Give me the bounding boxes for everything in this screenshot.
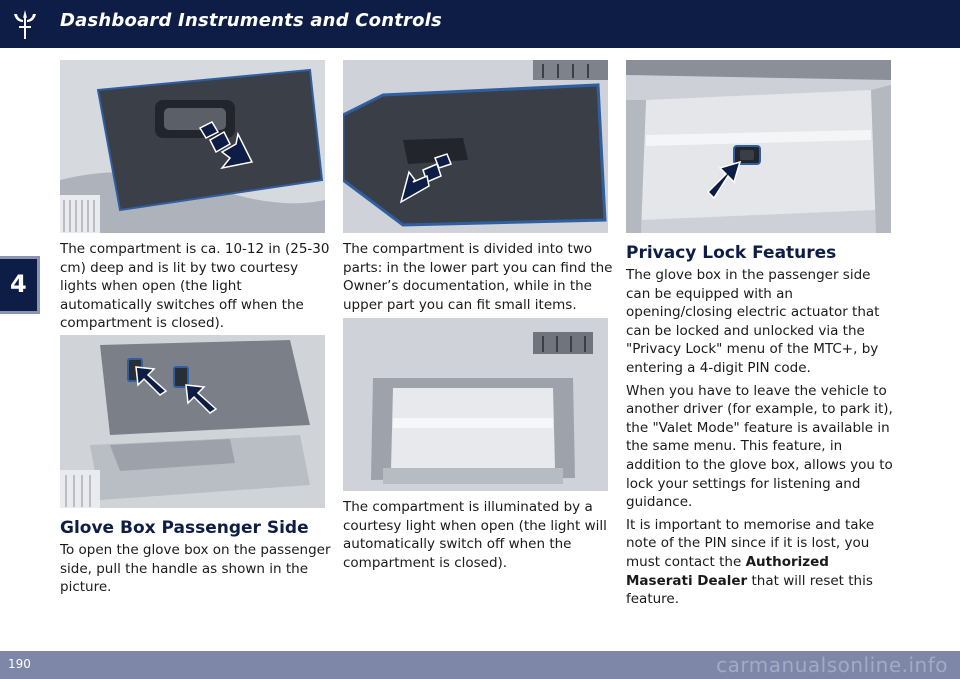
maserati-trident-logo [10, 8, 40, 42]
glove-box-handle-image [60, 60, 325, 233]
col2-illumination-paragraph: The compartment is illuminated by a courtesy light when open (the light will automatically switch off when the compartment is closed). [343, 499, 607, 571]
glove-box-interior-image [626, 60, 891, 233]
glove-box-passenger-heading: Glove Box Passenger Side [60, 518, 309, 538]
chapter-number: 4 [10, 270, 27, 298]
courtesy-lights-image [60, 335, 325, 508]
col1-intro-paragraph: The compartment is ca. 10-12 in (25-30 cm) deep and is lit by two courtesy lights when open (the light automatically switches off when the compartment is closed). [60, 241, 330, 332]
glove-box-lid-image [343, 60, 608, 233]
watermark: carmanualsonline.info [716, 653, 948, 677]
col2-compartment-paragraph: The compartment is divided into two parts: in the lower part you can find the Owner’s documentation, while in the upper part you can fit small items. [343, 241, 613, 313]
col3-pin-paragraph: It is important to memorise and take note of the PIN since if it is lost, you must contact the Authorized Maserati Dealer that will reset this feature. [626, 516, 875, 608]
col3-valet-paragraph: When you have to leave the vehicle to another driver (for example, to park it), the "Valet Mode" feature is available in the same menu. This feature, in addition to the glove box, allows you to lock your settings for listening and guidance. [626, 382, 893, 511]
chapter-tab [0, 256, 40, 314]
dealer-name: Authorized Maserati Dealer [626, 553, 829, 589]
col1-open-paragraph: To open the glove box on the passenger side, pull the handle as shown in the picture. [60, 542, 331, 596]
col3-text-block [626, 266, 898, 613]
page-header [0, 0, 960, 48]
page-title: Dashboard Instruments and Controls [60, 10, 442, 31]
privacy-lock-heading: Privacy Lock Features [626, 243, 837, 263]
page-number: 190 [8, 657, 31, 671]
col3-actuator-paragraph: The glove box in the passenger side can be equipped with an opening/closing electric actuator that can be locked and unlocked via the "Privacy Lock" menu of the MTC+, by entering a 4-digit PIN code. [626, 267, 880, 376]
page-footer [0, 651, 960, 679]
open-glove-box-image [343, 318, 608, 491]
